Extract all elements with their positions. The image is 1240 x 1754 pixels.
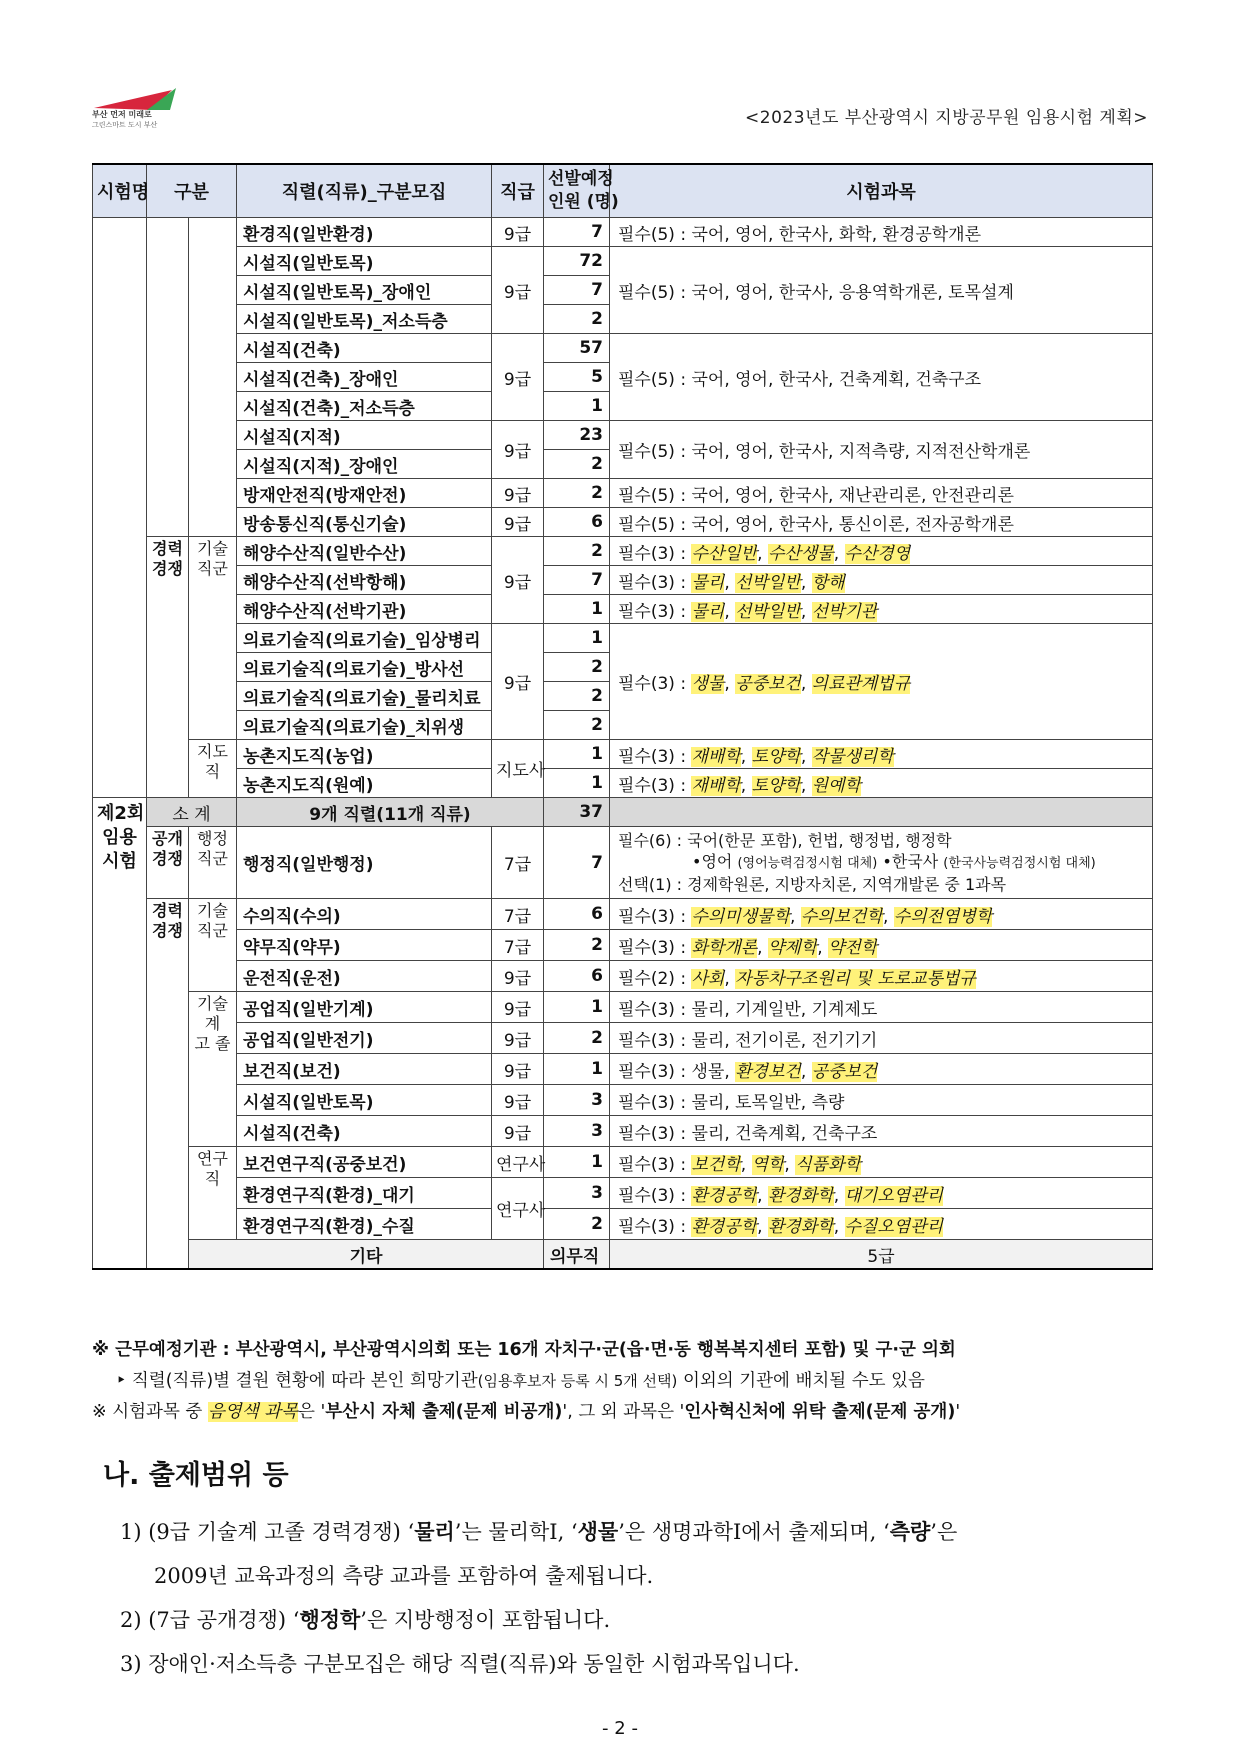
- subj-text: 물리, 건축계획, 건축구조: [691, 1123, 878, 1144]
- i1e: ’은 생명과학Ⅰ에서 출제되며, ‘: [618, 1520, 890, 1544]
- header-subjects: 시험과목: [610, 164, 1153, 218]
- table-row: [93, 992, 1153, 1023]
- count: 1: [544, 769, 610, 798]
- job-name: 방송통신직(통신기술): [237, 508, 492, 537]
- i1b: 물리: [414, 1519, 455, 1544]
- note-sub-a: ※ 시험과목 중: [92, 1402, 208, 1422]
- subj-prefix: 필수(3) :: [618, 1092, 692, 1113]
- table-row: [93, 827, 1153, 899]
- subj-prefix: 필수(3) :: [618, 674, 692, 694]
- highlighted-subject: 약제학: [767, 937, 818, 958]
- group-career2-l2: 경쟁: [152, 921, 183, 940]
- highlighted-subject: 약전학: [828, 937, 878, 958]
- grade: 9급: [492, 508, 544, 537]
- div-cell-blank2: [189, 218, 237, 537]
- highlighted-subject: 수의미생물학: [691, 906, 791, 927]
- count: 6: [544, 899, 610, 930]
- count: 2: [544, 653, 610, 682]
- subj-eng-note: (영어능력검정시험 대체): [737, 856, 878, 871]
- subj-prefix: 필수(5) :: [618, 514, 692, 535]
- job-name: 시설직(일반토목)_장애인: [237, 276, 492, 305]
- subjects: 필수(3) : 수산일반, 수산생물, 수산경영: [610, 537, 1153, 566]
- subjects: [610, 421, 1153, 479]
- i1d: 생물: [577, 1519, 619, 1544]
- subjects: 필수(2) : 사회, 자동차구조원리 및 도로교통법규: [610, 961, 1153, 992]
- highlighted-subject: 원예학: [811, 775, 861, 796]
- group-open-l1: 공개: [152, 829, 183, 848]
- job-name: 농촌지도직(원예): [237, 769, 492, 798]
- note-placement-c: 이외의 기관에 배치될 수도 있음: [677, 1371, 925, 1391]
- highlighted-subject: 환경공학: [691, 1185, 758, 1206]
- group-admin-l1: 행정: [197, 829, 228, 848]
- grade: 연구사: [492, 1147, 544, 1178]
- subj-text: 생물,: [691, 1061, 736, 1082]
- subjects: 필수(3) : 재배학, 토양학, 작물생리학: [610, 740, 1153, 769]
- highlighted-subject: 의료관계법규: [811, 674, 911, 694]
- count: 2: [544, 1209, 610, 1240]
- subjects: [610, 1085, 1153, 1116]
- subtotal-subjects-empty: [610, 798, 1153, 827]
- count: 7: [544, 566, 610, 595]
- group-open: [147, 827, 189, 899]
- group-hs-l1: 기술계: [197, 994, 228, 1033]
- group-admin-l2: 직군: [197, 849, 228, 868]
- count: 7: [544, 218, 610, 247]
- group-career-l1: 경력: [152, 539, 183, 558]
- i1f: 측량: [889, 1519, 931, 1544]
- table-notes: [92, 1335, 1152, 1428]
- highlighted-subject: 수의전염병학: [893, 906, 993, 927]
- count: 1: [544, 992, 610, 1023]
- grade: 9급: [492, 247, 544, 334]
- subtotal-count: 37: [544, 798, 610, 827]
- div-cell-blank: [147, 218, 189, 537]
- subjects: 필수(3) : 물리, 선박일반, 항해: [610, 566, 1153, 595]
- highlighted-subject: 작물생리학: [811, 746, 894, 767]
- subj-text: 국어, 영어, 한국사, 건축계획, 건축구조: [691, 369, 982, 390]
- job-name: 환경연구직(환경)_대기: [237, 1178, 492, 1209]
- subjects: 필수(3) : 환경공학, 환경화학, 대기오염관리: [610, 1178, 1153, 1209]
- grade: 9급: [492, 1116, 544, 1147]
- job-name: 해양수산직(선박항해): [237, 566, 492, 595]
- count: 2: [544, 711, 610, 740]
- table-row: [93, 624, 1153, 653]
- table-row: [93, 247, 1153, 276]
- job-name: 의료기술직(의료기술)_방사선: [237, 653, 492, 682]
- highlighted-subject: 선박일반: [735, 572, 801, 593]
- count: 1: [544, 1147, 610, 1178]
- round2-l1: 제2회: [97, 803, 145, 824]
- table-row-other: [93, 1240, 1153, 1270]
- group-tech-l2: 직군: [197, 559, 228, 578]
- job-name: 의무직: [544, 1240, 610, 1270]
- count: 1: [544, 624, 610, 653]
- table-row: [93, 899, 1153, 930]
- grade: 9급: [492, 537, 544, 624]
- subj-prefix: 필수(3) :: [618, 1154, 692, 1175]
- subj-text: 국어, 영어, 한국사, 재난관리론, 안전관리론: [691, 485, 1014, 506]
- subj-text: 물리, 기계일반, 기계제도: [691, 999, 878, 1020]
- count: 3: [544, 1178, 610, 1209]
- subj-text: 국어, 영어, 한국사, 응용역학개론, 토목설계: [691, 282, 1014, 303]
- header-count-line1: 선발예정: [548, 169, 614, 189]
- subj-hist-note: (한국사능력검정시험 대체): [943, 856, 1096, 871]
- subj-line-3: 선택(1) : 경제학원론, 지방자치론, 지역개발론 중 1과목: [618, 875, 1007, 894]
- subj-hist: •한국사: [877, 852, 944, 871]
- logo-text-2: 그린스마트 도시 부산: [92, 121, 158, 129]
- group-highschool: [189, 992, 237, 1147]
- count: 72: [544, 247, 610, 276]
- job-name: 시설직(건축)_저소득층: [237, 392, 492, 421]
- count: 1: [544, 1054, 610, 1085]
- subjects: 필수(3) : 물리, 선박일반, 선박기관: [610, 595, 1153, 624]
- grade: 9급: [492, 1054, 544, 1085]
- table-row: [93, 1116, 1153, 1147]
- highlighted-subject: 항해: [811, 572, 845, 593]
- count: 1: [544, 740, 610, 769]
- table-row: [93, 537, 1153, 566]
- group-career-l2: 경쟁: [152, 559, 183, 578]
- highlighted-subject: 환경화학: [767, 1216, 834, 1237]
- subj-prefix: 필수(3) :: [618, 601, 692, 622]
- subj-prefix: 필수(3) :: [618, 906, 692, 927]
- header-count-line2: 인원 (명): [548, 192, 619, 212]
- job-name: 해양수산직(선박기관): [237, 595, 492, 624]
- subj-prefix: 필수(3) :: [618, 775, 692, 796]
- count: 1: [544, 392, 610, 421]
- count: 7: [544, 276, 610, 305]
- exam-cell-round1: [93, 218, 147, 798]
- note-placement-a: ‣ 직렬(직류)별 결원 현황에 따라 본인 희망기관: [116, 1371, 478, 1391]
- grade: 7급: [492, 899, 544, 930]
- subj-prefix: 필수(3) :: [618, 1185, 692, 1206]
- i1c: ’는 물리학Ⅰ, ‘: [454, 1520, 578, 1544]
- scope-item-2: [120, 1598, 1160, 1642]
- subjects: 필수(3) : 생물, 환경보건, 공중보건: [610, 1054, 1153, 1085]
- highlighted-subject: 생물: [691, 674, 725, 694]
- subj-eng: •영어: [692, 852, 738, 871]
- highlighted-subject: 토양학: [751, 746, 801, 767]
- job-name: 시설직(지적)_장애인: [237, 450, 492, 479]
- count: 2: [544, 682, 610, 711]
- job-name: 공업직(일반전기): [237, 1023, 492, 1054]
- subtotal-row: [93, 798, 1153, 827]
- job-name: 환경직(일반환경): [237, 218, 492, 247]
- group-open-l2: 경쟁: [152, 849, 183, 868]
- header-exam: 시험명: [93, 164, 147, 218]
- table-row: [93, 479, 1153, 508]
- grade: 9급: [492, 1085, 544, 1116]
- job-name: 수의직(수의): [237, 899, 492, 930]
- subjects: 필수(3) : 화학개론, 약제학, 약전학: [610, 930, 1153, 961]
- count: 2: [544, 537, 610, 566]
- subj-prefix: 필수(2) :: [618, 968, 692, 989]
- highlighted-subject: 수의보건학: [800, 906, 883, 927]
- subtotal-jobs: 9개 직렬(11개 직류): [237, 798, 544, 827]
- highlighted-subject: 선박기관: [811, 601, 878, 622]
- i1a: 1) (9급 기술계 고졸 경력경쟁) ‘: [120, 1520, 415, 1544]
- group-career2-l1: 경력: [152, 901, 183, 920]
- job-name: 행정직(일반행정): [237, 827, 492, 899]
- grade: 연구사: [492, 1178, 544, 1240]
- subj-prefix: 필수(3) :: [618, 1123, 692, 1144]
- count: 7: [544, 827, 610, 899]
- table-row: [93, 1209, 1153, 1240]
- table-row: [93, 1147, 1153, 1178]
- job-name: 시설직(지적): [237, 421, 492, 450]
- grade: 9급: [492, 334, 544, 421]
- note-sub-c: 은 ': [297, 1402, 326, 1422]
- highlighted-subject: 수산경영: [844, 543, 911, 564]
- highlighted-subject: 사회: [691, 968, 725, 989]
- subj-prefix: 필수(3) :: [618, 1030, 692, 1051]
- count: 6: [544, 508, 610, 537]
- subj-prefix: 필수(3) :: [618, 543, 692, 564]
- scope-item-1: [120, 1510, 1160, 1554]
- highlighted-subject: 토양학: [751, 775, 801, 796]
- i2c: ’은 지방행정이 포함됩니다.: [360, 1608, 611, 1632]
- busan-logo: [92, 88, 200, 130]
- i1g: ’은: [930, 1520, 958, 1544]
- job-name: 시설직(일반토목)_저소득층: [237, 305, 492, 334]
- subjects: [610, 992, 1153, 1023]
- group-admin: [189, 827, 237, 899]
- table-row: [93, 1054, 1153, 1085]
- job-name: 보건직(보건): [237, 1054, 492, 1085]
- job-name: 보건연구직(공중보건): [237, 1147, 492, 1178]
- job-name: 농촌지도직(농업): [237, 740, 492, 769]
- subj-line-2: [618, 851, 1148, 874]
- group-tech: [189, 537, 237, 740]
- exam-plan-table: [92, 163, 1153, 1270]
- subjects: 필수(3) : 보건학, 역학, 식품화학: [610, 1147, 1153, 1178]
- highlighted-subject: 식품화학: [795, 1154, 861, 1175]
- job-name: 환경연구직(환경)_수질: [237, 1209, 492, 1240]
- highlighted-subject: 환경보건: [735, 1061, 801, 1082]
- subj-text: 국어, 영어, 한국사, 지적측량, 지적전산학개론: [691, 442, 1031, 462]
- highlighted-subject: 화학개론: [691, 937, 758, 958]
- count: 2: [544, 1023, 610, 1054]
- note-workplace: ※ 근무예정기관 : 부산광역시, 부산광역시의회 또는 16개 자치구·군(읍·면·동 행복복지센터 포함) 및 구·군 의회: [92, 1340, 956, 1360]
- grade: 9급: [492, 624, 544, 740]
- job-name: 운전직(운전): [237, 961, 492, 992]
- job-name: 시설직(건축)_장애인: [237, 363, 492, 392]
- group-career: [147, 537, 189, 798]
- note-sub-f: 인사혁신처에 위탁 출제(문제 공개): [684, 1402, 956, 1422]
- table-row: [93, 218, 1153, 247]
- group-tech-l1: 기술: [197, 539, 228, 558]
- header-job: 직렬(직류)_구분모집: [237, 164, 492, 218]
- table-row: [93, 421, 1153, 450]
- group-career2: [147, 899, 189, 1270]
- other-label: 기타: [189, 1240, 544, 1270]
- job-name: 시설직(일반토목): [237, 1085, 492, 1116]
- subj-text: 물리, 전기이론, 전기기기: [691, 1030, 878, 1051]
- table-row: [93, 769, 1153, 798]
- highlighted-subject: 자동차구조원리 및 도로교통법규: [735, 968, 976, 989]
- count: 2: [544, 305, 610, 334]
- table-row: [93, 566, 1153, 595]
- grade: 7급: [492, 930, 544, 961]
- grade: 지도사: [492, 740, 544, 798]
- i2a: 2) (7급 공개경쟁) ‘: [120, 1608, 300, 1632]
- note-sub-g: ': [955, 1402, 961, 1422]
- round2-label: [93, 798, 147, 1270]
- note-sub-highlight: 음영색 과목: [207, 1402, 298, 1422]
- subjects: 필수(3) : 수의미생물학, 수의보건학, 수의전염병학: [610, 899, 1153, 930]
- table-row: [93, 508, 1153, 537]
- subj-prefix: 필수(3) :: [618, 746, 692, 767]
- grade: 9급: [492, 421, 544, 479]
- job-name: 해양수산직(일반수산): [237, 537, 492, 566]
- scope-item-3: 3) 장애인·저소득층 구분모집은 해당 직렬(직류)와 동일한 시험과목입니다.: [120, 1652, 800, 1676]
- count: 2: [544, 479, 610, 508]
- job-name: 공업직(일반기계): [237, 992, 492, 1023]
- grade: 9급: [492, 961, 544, 992]
- count: 2: [544, 930, 610, 961]
- highlighted-subject: 수질오염관리: [844, 1216, 944, 1237]
- job-name: 시설직(일반토목): [237, 247, 492, 276]
- subjects: [610, 334, 1153, 421]
- subj-text: 국어, 영어, 한국사, 화학, 환경공학개론: [691, 224, 982, 245]
- job-name: 시설직(건축): [237, 334, 492, 363]
- job-name: 의료기술직(의료기술)_치위생: [237, 711, 492, 740]
- table-row: [93, 961, 1153, 992]
- job-name: 의료기술직(의료기술)_임상병리: [237, 624, 492, 653]
- grade: 9급: [492, 218, 544, 247]
- header-count: [544, 164, 619, 218]
- job-name: 방재안전직(방재안전): [237, 479, 492, 508]
- note-placement-b: (임용후보자 등록 시 5개 선택): [477, 1372, 678, 1390]
- subjects: [610, 508, 1153, 537]
- subj-prefix: 필수(3) :: [618, 572, 692, 593]
- group-tech2-l1: 기술: [197, 901, 228, 920]
- subj-text: 국어, 영어, 한국사, 통신이론, 전자공학개론: [691, 514, 1014, 535]
- table-row: [93, 334, 1153, 363]
- exam-plan-table-wrapper: [92, 163, 1152, 1270]
- subjects: [610, 1023, 1153, 1054]
- table-row: [93, 595, 1153, 624]
- group-hs-l2: 고 졸: [194, 1034, 231, 1053]
- subjects: [610, 827, 1153, 899]
- highlighted-subject: 재배학: [691, 775, 741, 796]
- job-name: 시설직(건축): [237, 1116, 492, 1147]
- count: 6: [544, 961, 610, 992]
- subj-prefix: 필수(5) :: [618, 369, 692, 390]
- subjects: [610, 1116, 1153, 1147]
- highlighted-subject: 물리: [691, 601, 725, 622]
- highlighted-subject: 보건학: [691, 1154, 741, 1175]
- i2b: 행정학: [299, 1607, 361, 1632]
- highlighted-subject: 재배학: [691, 746, 741, 767]
- grade: 9급: [492, 992, 544, 1023]
- highlighted-subject: 수산생물: [767, 543, 834, 564]
- logo-text-1: 부산 먼저 미래로: [92, 110, 152, 119]
- subjects: 필수(3) : 재배학, 토양학, 원예학: [610, 769, 1153, 798]
- job-name: 약무직(약무): [237, 930, 492, 961]
- grade: 9급: [492, 1023, 544, 1054]
- scope-list: [120, 1510, 1160, 1686]
- highlighted-subject: 물리: [691, 572, 725, 593]
- subj-prefix: 필수(3) :: [618, 999, 692, 1020]
- table-header-row: [93, 164, 1153, 218]
- table-row: [93, 740, 1153, 769]
- group-tech2-l2: 직군: [197, 921, 228, 940]
- subj-prefix: 필수(5) :: [618, 282, 692, 303]
- highlighted-subject: 환경공학: [691, 1216, 758, 1237]
- subjects: [610, 218, 1153, 247]
- count: 3: [544, 1085, 610, 1116]
- subjects: 필수(3) : 환경공학, 환경화학, 수질오염관리: [610, 1209, 1153, 1240]
- highlighted-subject: 공중보건: [735, 674, 801, 694]
- highlighted-subject: 공중보건: [811, 1061, 878, 1082]
- count: 3: [544, 1116, 610, 1147]
- grade: 5급: [610, 1240, 1153, 1270]
- highlighted-subject: 대기오염관리: [844, 1185, 944, 1206]
- header-grade: 직급: [492, 164, 544, 218]
- subj-prefix: 필수(5) :: [618, 442, 692, 462]
- subj-prefix: 필수(5) :: [618, 224, 692, 245]
- group-guide: 지도직: [189, 740, 237, 798]
- table-row: [93, 1023, 1153, 1054]
- section-title: 나. 출제범위 등: [103, 1460, 289, 1491]
- count: 2: [544, 450, 610, 479]
- round2-l3: 시험: [102, 851, 137, 872]
- highlighted-subject: 선박일반: [735, 601, 801, 622]
- count: 1: [544, 595, 610, 624]
- note-placement: [92, 1366, 1152, 1397]
- subj-line-1: 필수(6) : 국어(한문 포함), 헌법, 행정법, 행정학: [618, 831, 952, 850]
- note-sub-d: 부산시 자체 출제(문제 비공개): [325, 1402, 563, 1422]
- highlighted-subject: 역학: [751, 1154, 785, 1175]
- round2-l2: 임용: [102, 827, 137, 848]
- document-header-title: <2023년도 부산광역시 지방공무원 임용시험 계획>: [745, 108, 1148, 128]
- grade: 7급: [492, 827, 544, 899]
- highlighted-subject: 수산일반: [691, 543, 758, 564]
- group-tech2: [189, 899, 237, 992]
- group-research: 연구직: [189, 1147, 237, 1240]
- subjects: [610, 247, 1153, 334]
- subj-prefix: 필수(5) :: [618, 485, 692, 506]
- table-row: [93, 1085, 1153, 1116]
- note-subjects: [92, 1397, 1152, 1428]
- subjects: 필수(3) : 생물, 공중보건, 의료관계법규: [610, 624, 1153, 740]
- table-row: [93, 1178, 1153, 1209]
- scope-item-1-cont: 2009년 교육과정의 측량 교과를 포함하여 출제됩니다.: [154, 1564, 654, 1588]
- subtotal-label: 소 계: [147, 798, 237, 827]
- table-row: [93, 930, 1153, 961]
- page-number: - 2 -: [602, 1718, 638, 1739]
- note-sub-e: ', 그 외 과목은 ': [562, 1402, 685, 1422]
- job-name: 의료기술직(의료기술)_물리치료: [237, 682, 492, 711]
- subj-prefix: 필수(3) :: [618, 937, 692, 958]
- subj-prefix: 필수(3) :: [618, 1061, 692, 1082]
- count: 57: [544, 334, 610, 363]
- header-div: 구분: [147, 164, 237, 218]
- subj-text: 물리, 토목일반, 측량: [691, 1092, 845, 1113]
- subj-prefix: 필수(3) :: [618, 1216, 692, 1237]
- subjects: [610, 479, 1153, 508]
- highlighted-subject: 환경화학: [767, 1185, 834, 1206]
- grade: 9급: [492, 479, 544, 508]
- count: 23: [544, 421, 610, 450]
- count: 5: [544, 363, 610, 392]
